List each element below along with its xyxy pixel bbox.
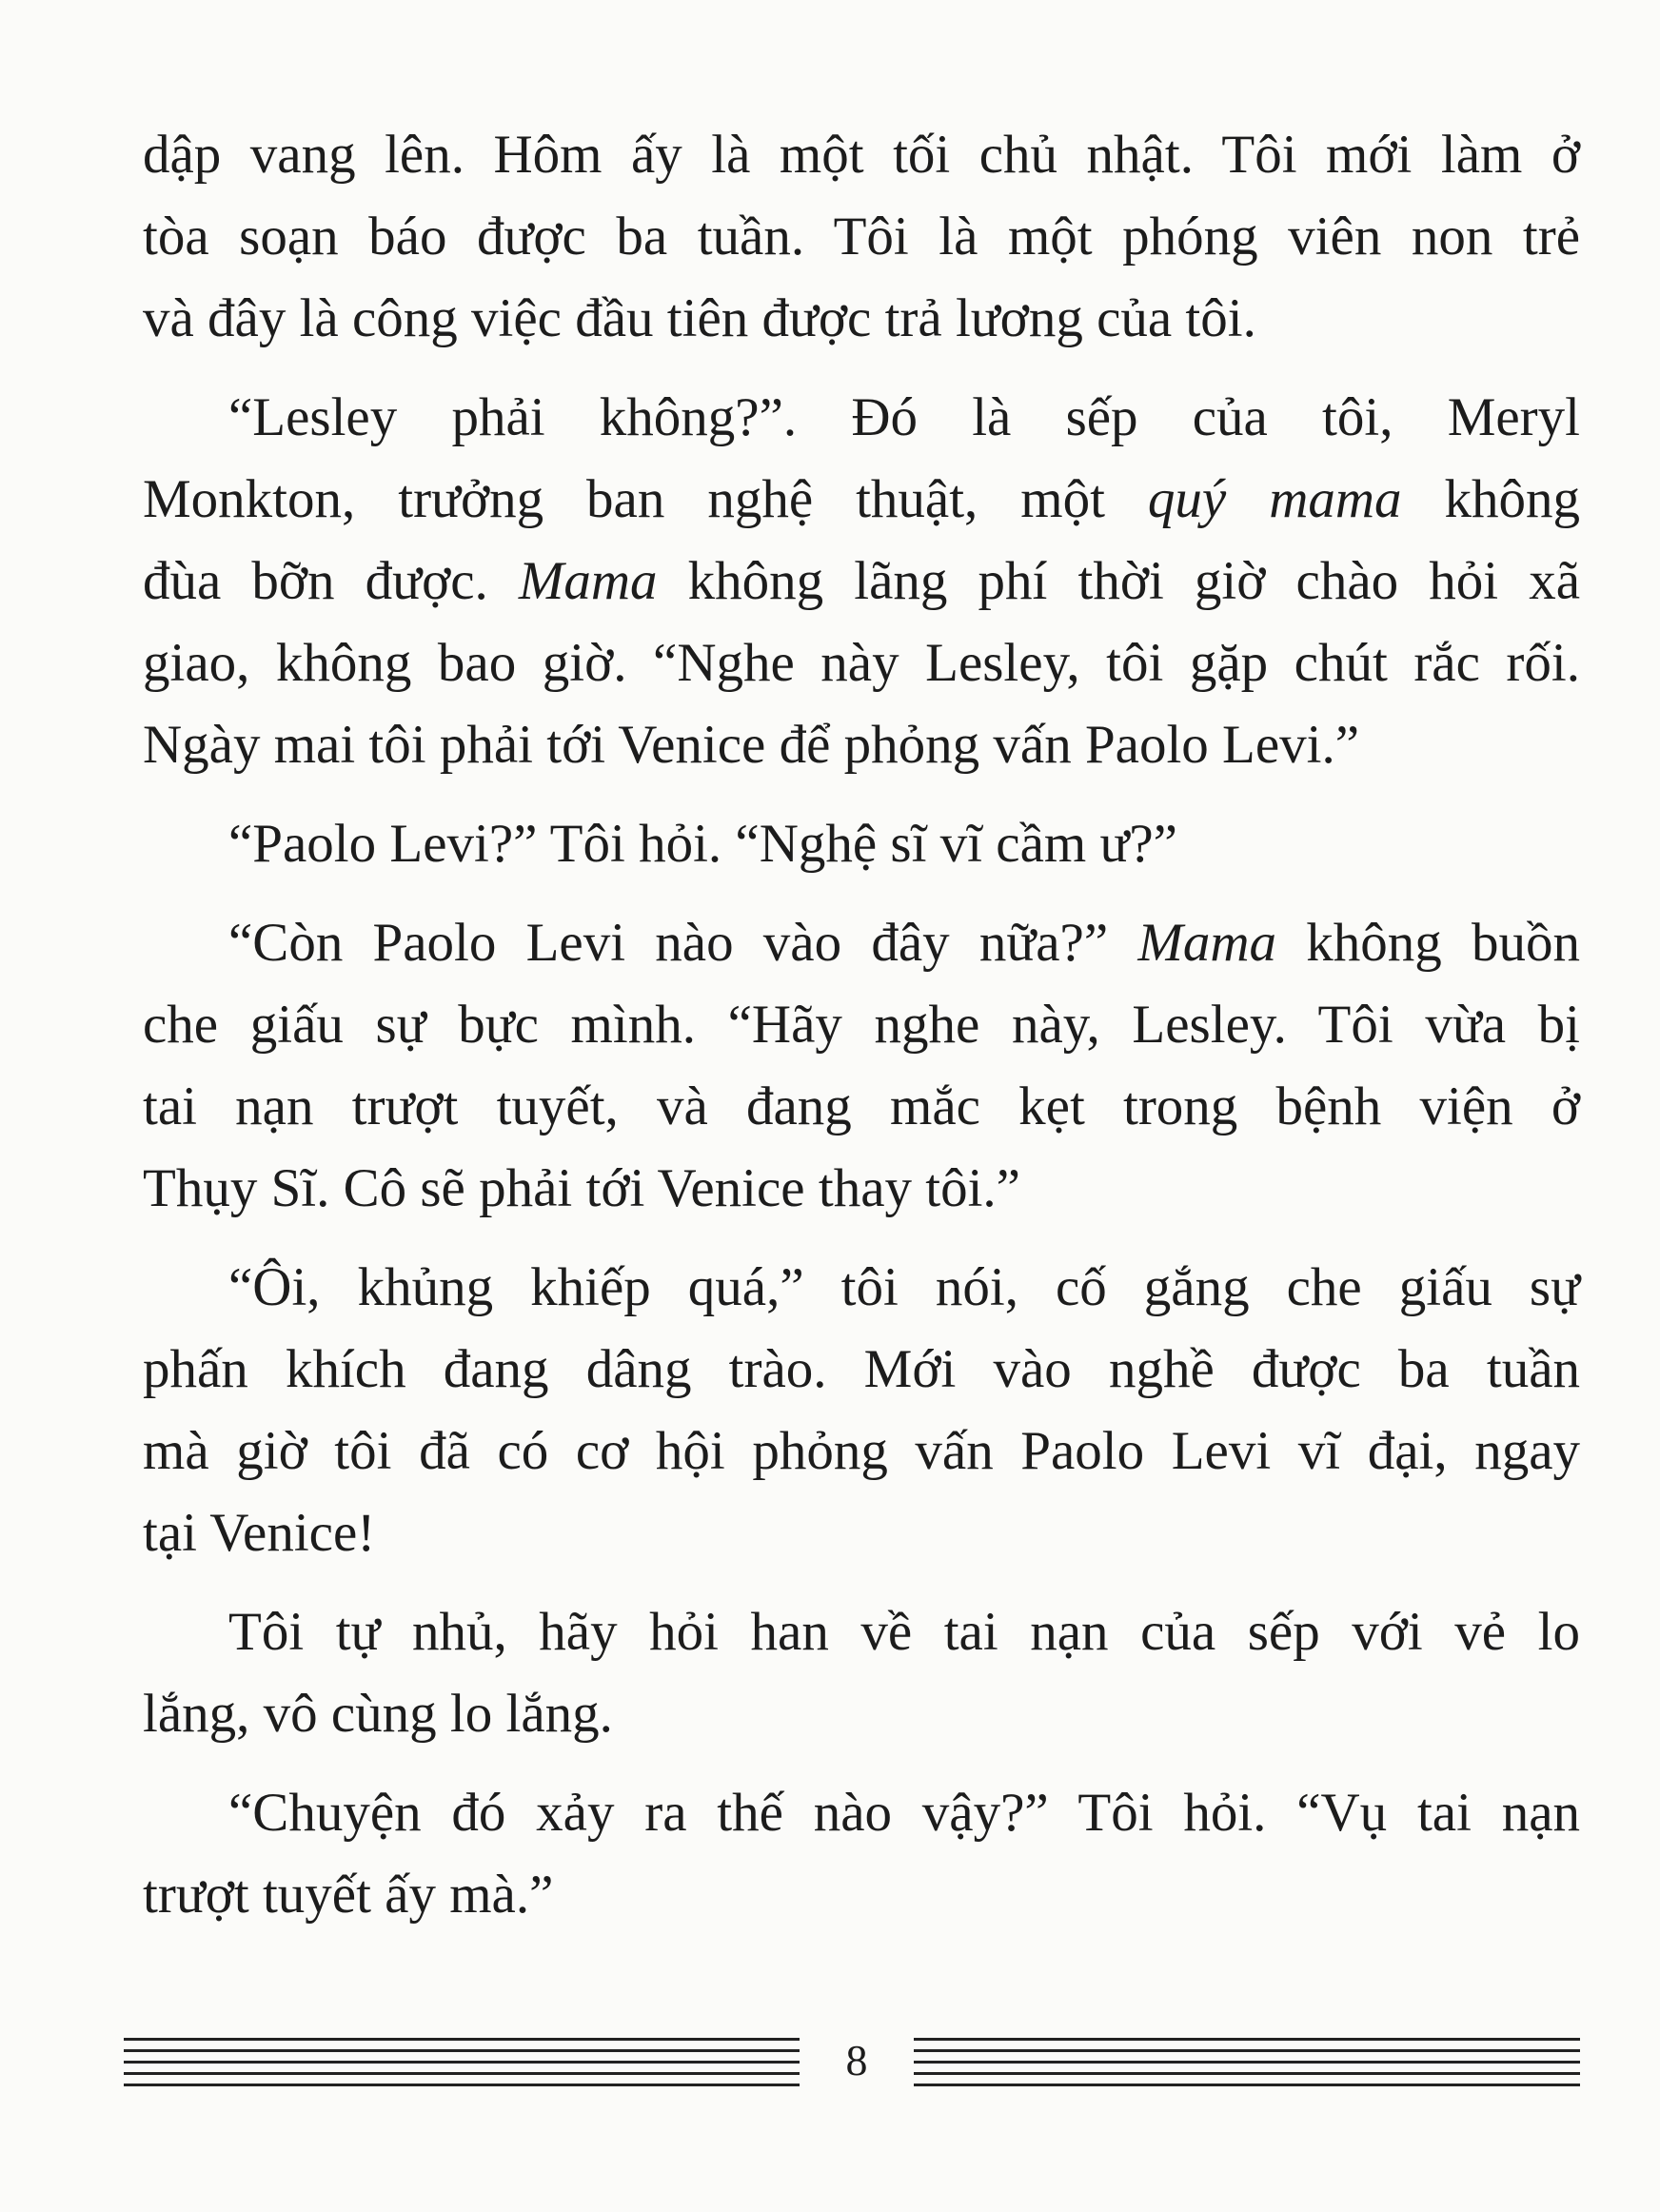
text-line: che giấu sự bực mình. “Hãy nghe này, Lesley. Tôi vừa bị	[143, 995, 1580, 1055]
italic-term: quý mama	[1147, 469, 1402, 529]
paragraph	[143, 1591, 1580, 1755]
text-line: “Ôi, khủng khiếp quá,” tôi nói, cố gắng che giấu sự	[228, 1257, 1580, 1317]
paragraph	[143, 1772, 1580, 1936]
text-line: tai nạn trượt tuyết, và đang mắc kẹt trong bệnh viện ở	[143, 1076, 1580, 1136]
rule-line	[914, 2049, 1580, 2052]
page-footer	[124, 2032, 1580, 2108]
text-line: “Chuyện đó xảy ra thế nào vậy?” Tôi hỏi. “Vụ tai nạn	[228, 1783, 1580, 1843]
body-text	[143, 114, 1580, 1953]
text-line: lắng, vô cùng lo lắng.	[143, 1684, 613, 1744]
text-line: mà giờ tôi đã có cơ hội phỏng vấn Paolo Levi vĩ đại, ngay	[143, 1421, 1580, 1481]
text-line: Tôi tự nhủ, hãy hỏi han về tai nạn của sếp với vẻ lo	[228, 1602, 1580, 1662]
text-line: Ngày mai tôi phải tới Venice để phỏng vấn Paolo Levi.”	[143, 715, 1360, 775]
paragraph	[143, 902, 1580, 1230]
rule-line	[124, 2072, 800, 2075]
rule-line	[914, 2061, 1580, 2064]
paragraph	[143, 377, 1580, 786]
text-line: phấn khích đang dâng trào. Mới vào nghề được ba tuần	[143, 1339, 1580, 1399]
rule-line	[914, 2072, 1580, 2075]
text-line: “Lesley phải không?”. Đó là sếp của tôi, Meryl	[228, 387, 1580, 447]
page-number: 8	[845, 2036, 868, 2084]
footer-rule-right	[914, 2032, 1580, 2089]
text-line: đùa bỡn được. Mama không lãng phí thời giờ chào hỏi xã	[143, 551, 1581, 611]
italic-term: Mama	[518, 551, 658, 611]
text-line: “Còn Paolo Levi nào vào đây nữa?” Mama không buồn	[228, 913, 1580, 973]
text-line: tại Venice!	[143, 1503, 376, 1563]
rule-line	[124, 2084, 800, 2086]
paragraph	[143, 803, 1580, 885]
text-line: Monkton, trưởng ban nghệ thuật, một quý mama không	[143, 469, 1580, 529]
text-line: “Paolo Levi?” Tôi hỏi. “Nghệ sĩ vĩ cầm ư?”	[228, 814, 1177, 874]
text-line: và đây là công việc đầu tiên được trả lương của tôi.	[143, 288, 1256, 348]
rule-line	[124, 2038, 800, 2041]
footer-rule-left	[124, 2032, 800, 2089]
rule-line	[914, 2038, 1580, 2041]
text-line: dập vang lên. Hôm ấy là một tối chủ nhật. Tôi mới làm ở	[143, 125, 1580, 185]
italic-term: Mama	[1137, 913, 1277, 973]
paragraph	[143, 1247, 1580, 1574]
rule-line	[124, 2061, 800, 2064]
text-line: tòa soạn báo được ba tuần. Tôi là một phóng viên non trẻ	[143, 207, 1580, 267]
text-line: giao, không bao giờ. “Nghe này Lesley, tôi gặp chút rắc rối.	[143, 633, 1580, 693]
paragraph	[143, 114, 1580, 360]
text-line: trượt tuyết ấy mà.”	[143, 1865, 554, 1925]
rule-line	[914, 2084, 1580, 2086]
rule-line	[124, 2049, 800, 2052]
text-line: Thụy Sĩ. Cô sẽ phải tới Venice thay tôi.”	[143, 1158, 1020, 1218]
